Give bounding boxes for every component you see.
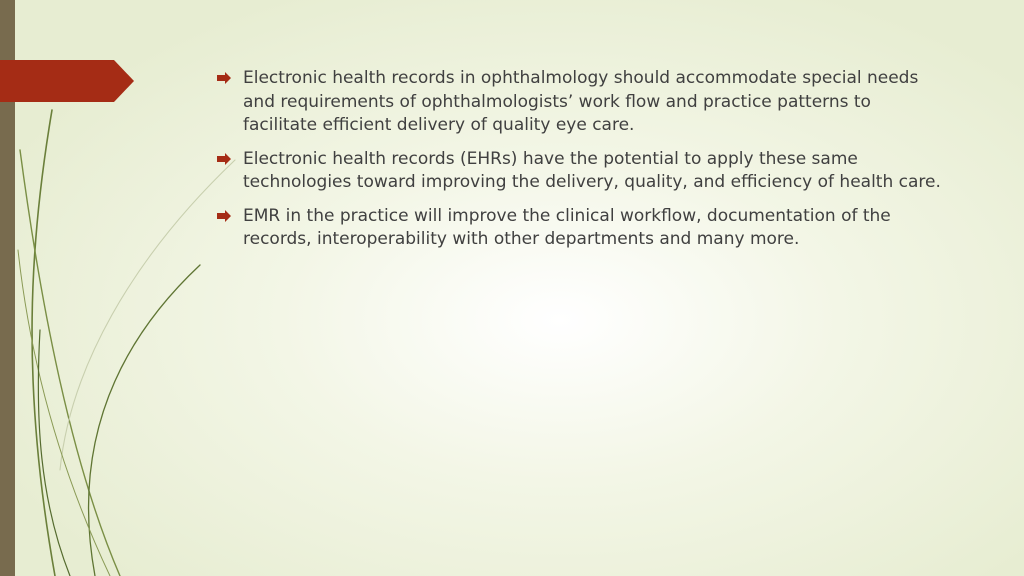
bullet-text: Electronic health records in ophthalmology should accommodate special needs and requirements of ophthalmologists’ work flow and practice patterns to facilitate efficient delivery of quality eye care. xyxy=(243,68,919,135)
bullet-text: Electronic health records (EHRs) have the potential to apply these same technologies toward improving the delivery, quality, and efficiency of health care. xyxy=(243,148,941,192)
bullet-item-3 xyxy=(215,205,945,252)
accent-tab xyxy=(0,60,134,102)
grass-blade xyxy=(89,265,200,576)
bullet-text: EMR in the practice will improve the clinical workflow, documentation of the records, interoperability with other departments and many more. xyxy=(243,205,891,249)
bullet-list xyxy=(215,67,945,262)
grass-blade xyxy=(38,330,70,576)
arrow-bullet-icon xyxy=(217,153,231,165)
grass-blade xyxy=(20,150,120,576)
grass-blade xyxy=(60,160,235,470)
bullet-item-1 xyxy=(215,67,945,138)
arrow-bullet-icon xyxy=(217,72,231,84)
arrow-bullet-icon xyxy=(217,210,231,222)
bullet-item-2 xyxy=(215,148,945,195)
